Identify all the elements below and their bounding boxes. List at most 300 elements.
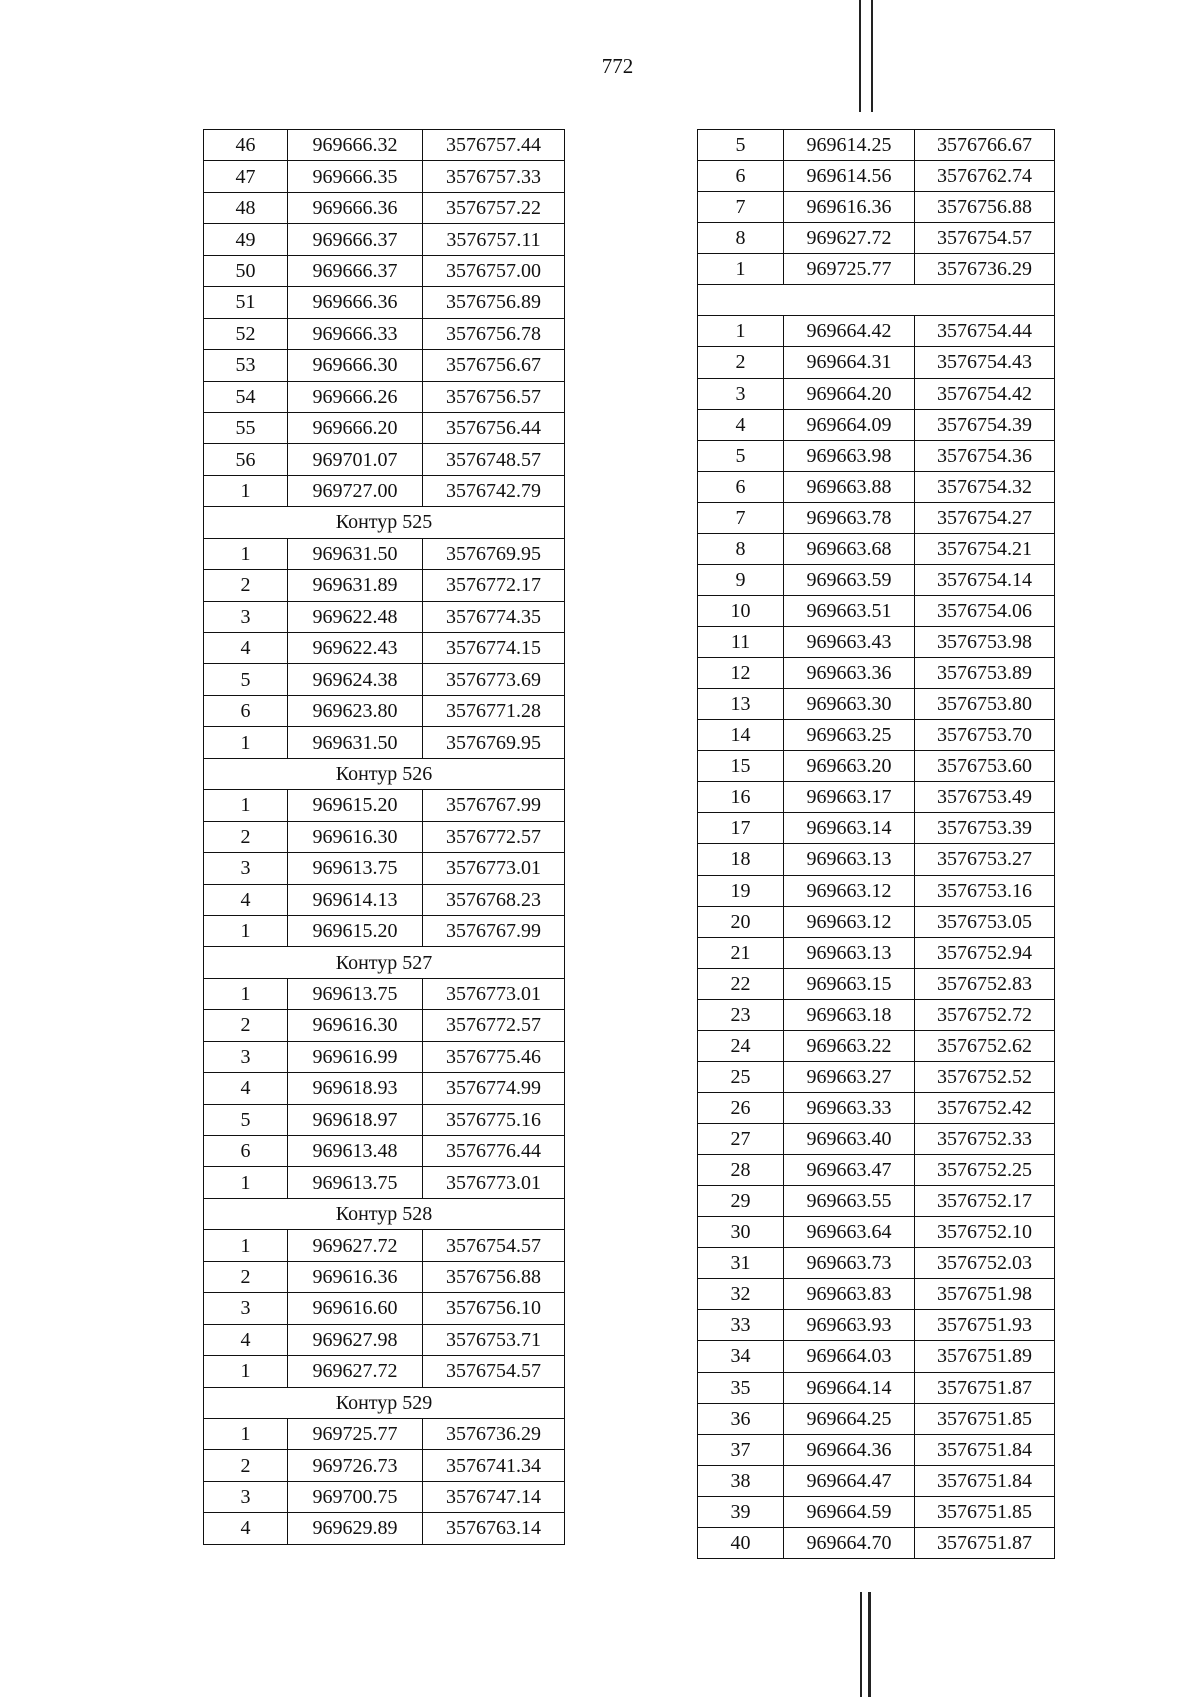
x-coordinate-cell: 969664.47 — [784, 1465, 915, 1496]
point-number-cell: 5 — [204, 1104, 288, 1135]
x-coordinate-cell: 969615.20 — [288, 915, 423, 946]
table-row — [698, 192, 1055, 223]
table-row — [204, 1010, 565, 1041]
point-number-cell: 4 — [204, 1073, 288, 1104]
table-row — [698, 440, 1055, 471]
point-number-cell: 6 — [204, 695, 288, 726]
x-coordinate-cell: 969663.93 — [784, 1310, 915, 1341]
contour-heading-row — [204, 947, 565, 978]
x-coordinate-cell: 969664.09 — [784, 409, 915, 440]
point-number-cell: 56 — [204, 444, 288, 475]
y-coordinate-cell: 3576754.42 — [915, 378, 1055, 409]
y-coordinate-cell: 3576752.25 — [915, 1155, 1055, 1186]
point-number-cell: 5 — [204, 664, 288, 695]
point-number-cell: 4 — [204, 884, 288, 915]
x-coordinate-cell: 969666.26 — [288, 381, 423, 412]
x-coordinate-cell: 969701.07 — [288, 444, 423, 475]
x-coordinate-cell: 969631.89 — [288, 570, 423, 601]
table-row — [204, 978, 565, 1009]
point-number-cell: 1 — [204, 727, 288, 758]
y-coordinate-cell: 3576752.10 — [915, 1217, 1055, 1248]
y-coordinate-cell: 3576773.69 — [423, 664, 565, 695]
x-coordinate-cell: 969664.36 — [784, 1434, 915, 1465]
table-row — [698, 1124, 1055, 1155]
table-row — [204, 161, 565, 192]
point-number-cell: 1 — [204, 978, 288, 1009]
y-coordinate-cell: 3576774.35 — [423, 601, 565, 632]
y-coordinate-cell: 3576767.99 — [423, 790, 565, 821]
x-coordinate-cell: 969627.72 — [288, 1230, 423, 1261]
table-row — [698, 844, 1055, 875]
point-number-cell: 2 — [204, 1261, 288, 1292]
point-number-cell: 2 — [204, 1450, 288, 1481]
x-coordinate-cell: 969663.47 — [784, 1155, 915, 1186]
point-number-cell: 2 — [698, 347, 784, 378]
x-coordinate-cell: 969624.38 — [288, 664, 423, 695]
y-coordinate-cell: 3576754.57 — [915, 223, 1055, 254]
x-coordinate-cell: 969631.50 — [288, 538, 423, 569]
y-coordinate-cell: 3576752.33 — [915, 1124, 1055, 1155]
x-coordinate-cell: 969664.31 — [784, 347, 915, 378]
point-number-cell: 3 — [204, 601, 288, 632]
point-number-cell: 1 — [204, 1356, 288, 1387]
point-number-cell: 18 — [698, 844, 784, 875]
y-coordinate-cell: 3576752.94 — [915, 937, 1055, 968]
point-number-cell: 25 — [698, 1061, 784, 1092]
table-row — [204, 130, 565, 161]
point-number-cell: 3 — [204, 1293, 288, 1324]
x-coordinate-cell: 969664.25 — [784, 1403, 915, 1434]
table-row — [204, 538, 565, 569]
table-row — [698, 937, 1055, 968]
y-coordinate-cell: 3576772.17 — [423, 570, 565, 601]
y-coordinate-cell: 3576753.16 — [915, 875, 1055, 906]
table-row — [204, 1104, 565, 1135]
table-row — [698, 130, 1055, 161]
point-number-cell: 4 — [204, 1513, 288, 1544]
table-row — [204, 633, 565, 664]
table-row — [204, 1041, 565, 1072]
y-coordinate-cell: 3576751.89 — [915, 1341, 1055, 1372]
contour-heading-row — [204, 1387, 565, 1418]
point-number-cell: 2 — [204, 1010, 288, 1041]
contour-heading: Контур 525 — [204, 507, 565, 538]
contour-heading-row — [204, 507, 565, 538]
table-row — [204, 475, 565, 506]
x-coordinate-cell: 969663.73 — [784, 1248, 915, 1279]
table-row — [698, 378, 1055, 409]
point-number-cell: 5 — [698, 440, 784, 471]
y-coordinate-cell: 3576753.80 — [915, 689, 1055, 720]
y-coordinate-cell: 3576763.14 — [423, 1513, 565, 1544]
point-number-cell: 17 — [698, 813, 784, 844]
y-coordinate-cell: 3576751.84 — [915, 1465, 1055, 1496]
y-coordinate-cell: 3576756.57 — [423, 381, 565, 412]
y-coordinate-cell: 3576753.27 — [915, 844, 1055, 875]
table-row — [204, 1481, 565, 1512]
table-row — [698, 1217, 1055, 1248]
point-number-cell: 3 — [204, 1481, 288, 1512]
table-row — [204, 664, 565, 695]
x-coordinate-cell: 969727.00 — [288, 475, 423, 506]
x-coordinate-cell: 969666.37 — [288, 255, 423, 286]
table-row — [204, 1513, 565, 1544]
y-coordinate-cell: 3576775.46 — [423, 1041, 565, 1072]
point-number-cell: 13 — [698, 689, 784, 720]
y-coordinate-cell: 3576774.15 — [423, 633, 565, 664]
table-row — [698, 1310, 1055, 1341]
table-row — [698, 999, 1055, 1030]
y-coordinate-cell: 3576756.10 — [423, 1293, 565, 1324]
x-coordinate-cell: 969666.36 — [288, 287, 423, 318]
y-coordinate-cell: 3576772.57 — [423, 821, 565, 852]
x-coordinate-cell: 969725.77 — [784, 254, 915, 285]
point-number-cell: 35 — [698, 1372, 784, 1403]
table-row — [204, 1418, 565, 1449]
contour-heading: Контур 529 — [204, 1387, 565, 1418]
point-number-cell: 34 — [698, 1341, 784, 1372]
y-coordinate-cell: 3576751.93 — [915, 1310, 1055, 1341]
x-coordinate-cell: 969664.14 — [784, 1372, 915, 1403]
point-number-cell: 10 — [698, 595, 784, 626]
point-number-cell: 46 — [204, 130, 288, 161]
y-coordinate-cell: 3576748.57 — [423, 444, 565, 475]
table-row — [204, 1230, 565, 1261]
binding-line-bottom — [860, 1592, 862, 1697]
table-row — [204, 1450, 565, 1481]
x-coordinate-cell: 969663.36 — [784, 658, 915, 689]
y-coordinate-cell: 3576756.44 — [423, 412, 565, 443]
y-coordinate-cell: 3576775.16 — [423, 1104, 565, 1135]
point-number-cell: 40 — [698, 1527, 784, 1558]
x-coordinate-cell: 969616.30 — [288, 821, 423, 852]
x-coordinate-cell: 969663.33 — [784, 1092, 915, 1123]
contour-heading-row — [204, 758, 565, 789]
y-coordinate-cell: 3576756.78 — [423, 318, 565, 349]
x-coordinate-cell: 969666.20 — [288, 412, 423, 443]
x-coordinate-cell: 969663.13 — [784, 844, 915, 875]
point-number-cell: 55 — [204, 412, 288, 443]
y-coordinate-cell: 3576768.23 — [423, 884, 565, 915]
point-number-cell: 3 — [204, 853, 288, 884]
table-row — [698, 906, 1055, 937]
table-row — [204, 790, 565, 821]
y-coordinate-cell: 3576754.57 — [423, 1230, 565, 1261]
y-coordinate-cell: 3576766.67 — [915, 130, 1055, 161]
table-row — [204, 318, 565, 349]
x-coordinate-cell: 969725.77 — [288, 1418, 423, 1449]
point-number-cell: 24 — [698, 1030, 784, 1061]
x-coordinate-cell: 969613.75 — [288, 978, 423, 1009]
point-number-cell: 4 — [204, 633, 288, 664]
x-coordinate-cell: 969622.48 — [288, 601, 423, 632]
table-row — [698, 813, 1055, 844]
table-row — [698, 1527, 1055, 1558]
y-coordinate-cell: 3576753.49 — [915, 782, 1055, 813]
point-number-cell: 1 — [204, 790, 288, 821]
y-coordinate-cell: 3576754.21 — [915, 533, 1055, 564]
y-coordinate-cell: 3576751.87 — [915, 1372, 1055, 1403]
table-row — [204, 570, 565, 601]
point-number-cell: 8 — [698, 533, 784, 564]
point-number-cell: 53 — [204, 350, 288, 381]
contour-heading — [698, 285, 1055, 316]
y-coordinate-cell: 3576757.00 — [423, 255, 565, 286]
table-row — [698, 254, 1055, 285]
table-row — [698, 1496, 1055, 1527]
x-coordinate-cell: 969614.25 — [784, 130, 915, 161]
point-number-cell: 1 — [204, 1167, 288, 1198]
table-row — [698, 658, 1055, 689]
x-coordinate-cell: 969726.73 — [288, 1450, 423, 1481]
y-coordinate-cell: 3576754.06 — [915, 595, 1055, 626]
point-number-cell: 38 — [698, 1465, 784, 1496]
x-coordinate-cell: 969663.20 — [784, 751, 915, 782]
point-number-cell: 30 — [698, 1217, 784, 1248]
table-row — [204, 1261, 565, 1292]
table-row — [204, 1136, 565, 1167]
point-number-cell: 39 — [698, 1496, 784, 1527]
point-number-cell: 21 — [698, 937, 784, 968]
table-row — [698, 751, 1055, 782]
x-coordinate-cell: 969666.32 — [288, 130, 423, 161]
x-coordinate-cell: 969666.30 — [288, 350, 423, 381]
point-number-cell: 27 — [698, 1124, 784, 1155]
table-row — [698, 347, 1055, 378]
y-coordinate-cell: 3576736.29 — [423, 1418, 565, 1449]
table-row — [698, 1434, 1055, 1465]
x-coordinate-cell: 969663.22 — [784, 1030, 915, 1061]
point-number-cell: 1 — [204, 915, 288, 946]
x-coordinate-cell: 969616.36 — [288, 1261, 423, 1292]
x-coordinate-cell: 969616.30 — [288, 1010, 423, 1041]
x-coordinate-cell: 969618.93 — [288, 1073, 423, 1104]
table-row — [204, 1293, 565, 1324]
y-coordinate-cell: 3576754.27 — [915, 502, 1055, 533]
x-coordinate-cell: 969663.88 — [784, 471, 915, 502]
y-coordinate-cell: 3576753.89 — [915, 658, 1055, 689]
table-row — [204, 255, 565, 286]
point-number-cell: 2 — [204, 570, 288, 601]
binding-line-bottom-2 — [868, 1592, 871, 1697]
x-coordinate-cell: 969663.15 — [784, 968, 915, 999]
x-coordinate-cell: 969664.70 — [784, 1527, 915, 1558]
x-coordinate-cell: 969663.78 — [784, 502, 915, 533]
y-coordinate-cell: 3576772.57 — [423, 1010, 565, 1041]
point-number-cell: 14 — [698, 720, 784, 751]
x-coordinate-cell: 969666.36 — [288, 192, 423, 223]
y-coordinate-cell: 3576762.74 — [915, 161, 1055, 192]
x-coordinate-cell: 969663.30 — [784, 689, 915, 720]
table-row — [698, 502, 1055, 533]
x-coordinate-cell: 969663.12 — [784, 906, 915, 937]
coordinates-table-left — [203, 129, 565, 1545]
point-number-cell: 49 — [204, 224, 288, 255]
binding-line-top-2 — [871, 0, 873, 112]
point-number-cell: 48 — [204, 192, 288, 223]
table-row — [204, 192, 565, 223]
y-coordinate-cell: 3576756.88 — [915, 192, 1055, 223]
point-number-cell: 26 — [698, 1092, 784, 1123]
x-coordinate-cell: 969623.80 — [288, 695, 423, 726]
x-coordinate-cell: 969663.68 — [784, 533, 915, 564]
point-number-cell: 1 — [204, 475, 288, 506]
point-number-cell: 7 — [698, 502, 784, 533]
x-coordinate-cell: 969613.75 — [288, 1167, 423, 1198]
point-number-cell: 20 — [698, 906, 784, 937]
table-row — [698, 720, 1055, 751]
y-coordinate-cell: 3576742.79 — [423, 475, 565, 506]
table-row — [204, 381, 565, 412]
x-coordinate-cell: 969666.35 — [288, 161, 423, 192]
y-coordinate-cell: 3576771.28 — [423, 695, 565, 726]
y-coordinate-cell: 3576773.01 — [423, 978, 565, 1009]
table-row — [204, 1356, 565, 1387]
y-coordinate-cell: 3576753.39 — [915, 813, 1055, 844]
point-number-cell: 16 — [698, 782, 784, 813]
point-number-cell: 1 — [204, 1418, 288, 1449]
y-coordinate-cell: 3576736.29 — [915, 254, 1055, 285]
table-row — [698, 1061, 1055, 1092]
y-coordinate-cell: 3576752.52 — [915, 1061, 1055, 1092]
y-coordinate-cell: 3576754.39 — [915, 409, 1055, 440]
point-number-cell: 54 — [204, 381, 288, 412]
point-number-cell: 3 — [698, 378, 784, 409]
table-row — [698, 1403, 1055, 1434]
y-coordinate-cell: 3576752.42 — [915, 1092, 1055, 1123]
point-number-cell: 6 — [698, 161, 784, 192]
x-coordinate-cell: 969664.20 — [784, 378, 915, 409]
point-number-cell: 3 — [204, 1041, 288, 1072]
point-number-cell: 5 — [698, 130, 784, 161]
contour-heading-row — [698, 285, 1055, 316]
y-coordinate-cell: 3576753.70 — [915, 720, 1055, 751]
table-row — [698, 968, 1055, 999]
x-coordinate-cell: 969663.59 — [784, 564, 915, 595]
point-number-cell: 2 — [204, 821, 288, 852]
x-coordinate-cell: 969663.12 — [784, 875, 915, 906]
point-number-cell: 33 — [698, 1310, 784, 1341]
x-coordinate-cell: 969614.13 — [288, 884, 423, 915]
x-coordinate-cell: 969663.14 — [784, 813, 915, 844]
x-coordinate-cell: 969616.60 — [288, 1293, 423, 1324]
table-row — [204, 727, 565, 758]
point-number-cell: 7 — [698, 192, 784, 223]
x-coordinate-cell: 969663.98 — [784, 440, 915, 471]
table-row — [698, 316, 1055, 347]
y-coordinate-cell: 3576776.44 — [423, 1136, 565, 1167]
x-coordinate-cell: 969663.83 — [784, 1279, 915, 1310]
table-row — [698, 161, 1055, 192]
table-row — [204, 350, 565, 381]
page-number: 772 — [601, 54, 634, 78]
y-coordinate-cell: 3576757.44 — [423, 130, 565, 161]
x-coordinate-cell: 969629.89 — [288, 1513, 423, 1544]
x-coordinate-cell: 969663.64 — [784, 1217, 915, 1248]
x-coordinate-cell: 969613.48 — [288, 1136, 423, 1167]
y-coordinate-cell: 3576756.67 — [423, 350, 565, 381]
x-coordinate-cell: 969616.36 — [784, 192, 915, 223]
y-coordinate-cell: 3576751.85 — [915, 1496, 1055, 1527]
table-row — [204, 287, 565, 318]
y-coordinate-cell: 3576752.17 — [915, 1186, 1055, 1217]
point-number-cell: 15 — [698, 751, 784, 782]
x-coordinate-cell: 969663.55 — [784, 1186, 915, 1217]
table-row — [698, 627, 1055, 658]
x-coordinate-cell: 969700.75 — [288, 1481, 423, 1512]
x-coordinate-cell: 969613.75 — [288, 853, 423, 884]
x-coordinate-cell: 969622.43 — [288, 633, 423, 664]
point-number-cell: 31 — [698, 1248, 784, 1279]
y-coordinate-cell: 3576752.62 — [915, 1030, 1055, 1061]
table-row — [204, 821, 565, 852]
table-row — [698, 689, 1055, 720]
table-row — [698, 782, 1055, 813]
x-coordinate-cell: 969664.03 — [784, 1341, 915, 1372]
contour-heading: Контур 528 — [204, 1198, 565, 1229]
y-coordinate-cell: 3576752.83 — [915, 968, 1055, 999]
table-row — [698, 471, 1055, 502]
x-coordinate-cell: 969618.97 — [288, 1104, 423, 1135]
y-coordinate-cell: 3576751.87 — [915, 1527, 1055, 1558]
x-coordinate-cell: 969663.40 — [784, 1124, 915, 1155]
point-number-cell: 4 — [698, 409, 784, 440]
table-row — [698, 1341, 1055, 1372]
y-coordinate-cell: 3576741.34 — [423, 1450, 565, 1481]
y-coordinate-cell: 3576754.44 — [915, 316, 1055, 347]
y-coordinate-cell: 3576773.01 — [423, 1167, 565, 1198]
point-number-cell: 6 — [698, 471, 784, 502]
binding-line-top — [859, 0, 861, 112]
point-number-cell: 28 — [698, 1155, 784, 1186]
y-coordinate-cell: 3576754.57 — [423, 1356, 565, 1387]
y-coordinate-cell: 3576769.95 — [423, 538, 565, 569]
table-row — [698, 409, 1055, 440]
y-coordinate-cell: 3576757.22 — [423, 192, 565, 223]
y-coordinate-cell: 3576753.60 — [915, 751, 1055, 782]
y-coordinate-cell: 3576757.11 — [423, 224, 565, 255]
x-coordinate-cell: 969663.51 — [784, 595, 915, 626]
point-number-cell: 19 — [698, 875, 784, 906]
y-coordinate-cell: 3576752.72 — [915, 999, 1055, 1030]
table-row — [204, 884, 565, 915]
table-row — [698, 564, 1055, 595]
point-number-cell: 22 — [698, 968, 784, 999]
table-row — [204, 601, 565, 632]
y-coordinate-cell: 3576767.99 — [423, 915, 565, 946]
x-coordinate-cell: 969664.42 — [784, 316, 915, 347]
y-coordinate-cell: 3576752.03 — [915, 1248, 1055, 1279]
x-coordinate-cell: 969666.37 — [288, 224, 423, 255]
x-coordinate-cell: 969663.27 — [784, 1061, 915, 1092]
table-row — [698, 1372, 1055, 1403]
table-row — [698, 595, 1055, 626]
table-row — [204, 412, 565, 443]
point-number-cell: 36 — [698, 1403, 784, 1434]
y-coordinate-cell: 3576747.14 — [423, 1481, 565, 1512]
x-coordinate-cell: 969663.43 — [784, 627, 915, 658]
point-number-cell: 9 — [698, 564, 784, 595]
x-coordinate-cell: 969663.18 — [784, 999, 915, 1030]
coordinates-table-right — [697, 129, 1055, 1559]
y-coordinate-cell: 3576774.99 — [423, 1073, 565, 1104]
table-row — [698, 1030, 1055, 1061]
contour-heading: Контур 526 — [204, 758, 565, 789]
point-number-cell: 51 — [204, 287, 288, 318]
y-coordinate-cell: 3576756.89 — [423, 287, 565, 318]
x-coordinate-cell: 969615.20 — [288, 790, 423, 821]
y-coordinate-cell: 3576773.01 — [423, 853, 565, 884]
